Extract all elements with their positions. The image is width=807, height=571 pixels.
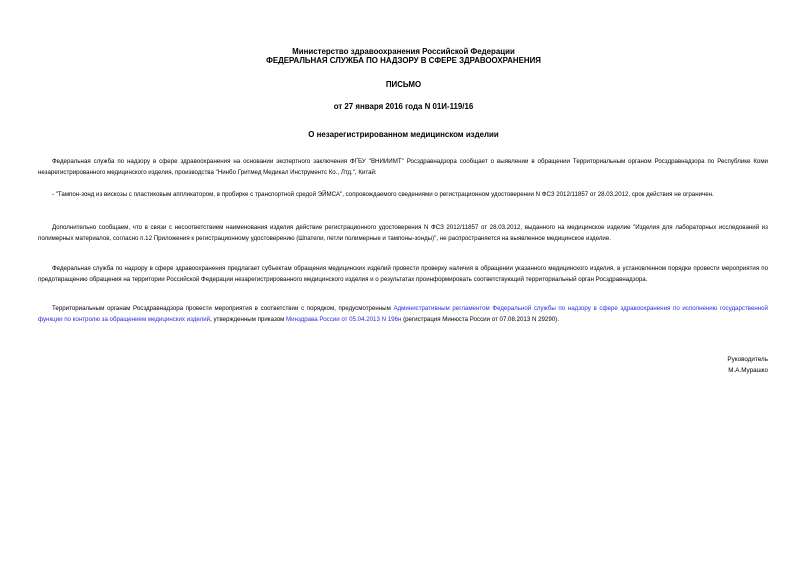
paragraph-5: [38, 303, 768, 325]
paragraph-5-text-end: (регистрация Минюста России от 07.08.2013 N 29290).: [401, 316, 559, 323]
paragraph-4: [38, 263, 768, 285]
paragraph-5-text-mid: , утвержденным приказом: [210, 316, 287, 323]
paragraph-1-text: Федеральная служба по надзору в сфере здравоохранения на основании экспертного заключения ФГБУ "ВНИИИМТ" Росздравнадзора сообщает о выявлении в обращении Территориальным органом Росздравнадзора по Республике Коми незарегистрированного медицинского изделия, производства "Нинбо Гритмед Медикал Инструментс Ко., Лтд.", Китай:: [38, 158, 768, 176]
regulation-link[interactable]: Административным регламентом Федеральной службы по надзору в сфере здравоохранения по исполнению государственной функции по контролю за обращением медицинских изделий: [38, 305, 768, 323]
signature-name: М.А.Мурашко: [728, 367, 768, 374]
paragraph-2-text: - "Тампон-зонд из вискозы с пластиковым аппликатором, в пробирке с транспортной средой ЭЙМСА", сопровождаемого сведениями о регистрационном удостоверении N ФСЗ 2012/11857 от 28.03.2012, срок действия не ограничен.: [52, 191, 714, 198]
paragraph-1: [38, 156, 768, 178]
order-link[interactable]: Минздрава России от 05.04.2013 N 196н: [286, 316, 402, 323]
paragraph-2: [38, 189, 768, 200]
paragraph-5-text-start: Территориальным органам Росздравнадзора провести мероприятия в соответствии с порядком, предусмотренным: [52, 305, 394, 312]
date-number-heading: от 27 января 2016 года N 01И-119/16: [333, 102, 474, 111]
paragraph-3: [38, 222, 768, 244]
ministry-heading: Министерство здравоохранения Российской Федерации: [292, 47, 515, 56]
paragraph-3-text: Дополнительно сообщаем, что в связи с несоответствием наименования изделия действие регистрационного удостоверения N ФСЗ 2012/11857 от 28.03.2012, выданного на медицинское изделие "Изделия для лабораторных исследований из полимерных материалов, согласно п.12 Приложения к регистрационному удостоверению (Шпатели, петли полимерные и тампоны-зонды)", не распространяется на выявленное медицинское изделие.: [38, 224, 768, 242]
service-heading: ФЕДЕРАЛЬНАЯ СЛУЖБА ПО НАДЗОРУ В СФЕРЕ ЗДРАВООХРАНЕНИЯ: [266, 56, 541, 65]
paragraph-4-text: Федеральная служба по надзору в сфере здравоохранения предлагает субъектам обращения медицинских изделий провести проверку наличия в обращении указанного медицинского изделия, в установленном порядке провести мероприятия по предотвращению обращения на территории Российской Федерации незарегистрированного медицинского изделия и о результатах проинформировать соответствующий территориальный орган Росздравнадзора.: [38, 265, 768, 283]
signature-title: Руководитель: [727, 356, 768, 363]
subject-heading: О незарегистрированном медицинском изделии: [308, 130, 499, 139]
document-type-heading: ПИСЬМО: [385, 80, 422, 89]
